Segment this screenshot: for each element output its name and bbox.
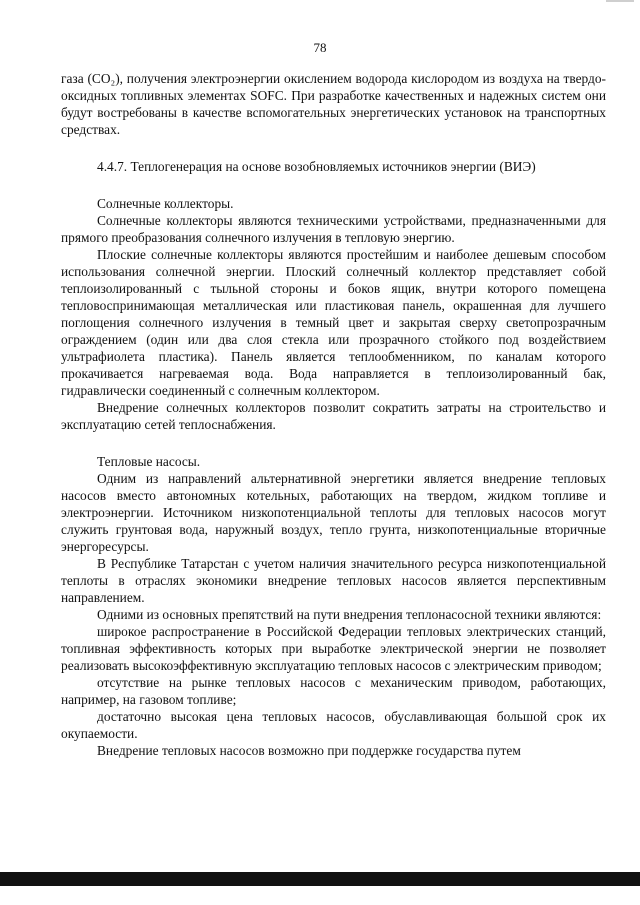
document-body: [61, 70, 606, 759]
heat-pumps-heading: Тепловые насосы.: [97, 454, 201, 469]
section-title: 4.4.7. Теплогенерация на основе возобновляемых источников энергии (ВИЭ): [97, 159, 536, 174]
paragraph-tatarstan: В Республике Татарстан с учетом наличия значительного ресурса низкопотенциальной теплоты в отраслях экономики внедрение тепловых насосов является перспективным направлением.: [61, 556, 606, 605]
list-item-obstacle-2: отсутствие на рынке тепловых насосов с механическим приводом, работающих, например, на газовом топливе;: [61, 675, 606, 707]
scan-edge-mark: [606, 0, 634, 2]
solar-heading: Солнечные коллекторы.: [97, 196, 234, 211]
paragraph-solar-definition: Солнечные коллекторы являются техническими устройствами, предназначенными для прямого преобразования солнечного излучения в тепловую энергию.: [61, 213, 606, 245]
page-number: 78: [313, 40, 327, 55]
paragraph-solar-adoption: Внедрение солнечных коллекторов позволит сократить затраты на строительство и эксплуатацию сетей теплоснабжения.: [61, 400, 606, 432]
paragraph-obstacles-intro: Одними из основных препятствий на пути внедрения теплонасосной техники являются:: [97, 607, 602, 622]
paragraph-heat-pumps-intro: Одним из направлений альтернативной энергетики является внедрение тепловых насосов вместо автономных котельных, работающих на твердом, жидком топливе и электроэнергии. Источником низкопотенциальной теплоты для тепловых насосов могут служить грунтовая вода, наружный воздух, тепло грунта, низкопотенциальные вторичные энергоресурсы.: [61, 471, 606, 554]
list-item-obstacle-1: широкое распространение в Российской Федерации тепловых электрических станций, топливная эффективность которых при выработке электрической энергии не позволяет реализовать высокоэффективную эксплуатацию тепловых насосов с электрическим приводом;: [61, 624, 606, 673]
list-item-obstacle-3: достаточно высокая цена тепловых насосов, обуславливающая большой срок их окупаемости.: [61, 709, 606, 741]
paragraph-gas: газа (CO₂), получения электроэнергии окислением водорода кислородом из воздуха на твердо-оксидных топливных элементах SOFC. При разработке качественных и надежных систем они будут востребованы в качестве вспомогательных энергетических установок на транспортных средствах.: [61, 71, 606, 137]
paragraph-final: Внедрение тепловых насосов возможно при поддержке государства путем: [97, 743, 521, 758]
scan-bottom-border: [0, 872, 640, 886]
paragraph-flat-collectors: Плоские солнечные коллекторы являются простейшим и наиболее дешевым способом использования солнечной энергии. Плоский солнечный коллектор представляет собой теплоизолированный с тыльной стороны и боков ящик, внутри которого помещена тепловоспринимающая металлическая или пластиковая панель, окрашенная для лучшего поглощения солнечного излучения в темный цвет и закрытая сверху светопрозрачным ограждением (один или два слоя стекла или прозрачного стойкого под воздействием ультрафиолета пластика). Панель является теплообменником, по каналам которого прокачивается нагреваемая вода. Вода направляется в теплоизолированный бак, гидравлически соединенный с солнечным коллектором.: [61, 247, 606, 398]
